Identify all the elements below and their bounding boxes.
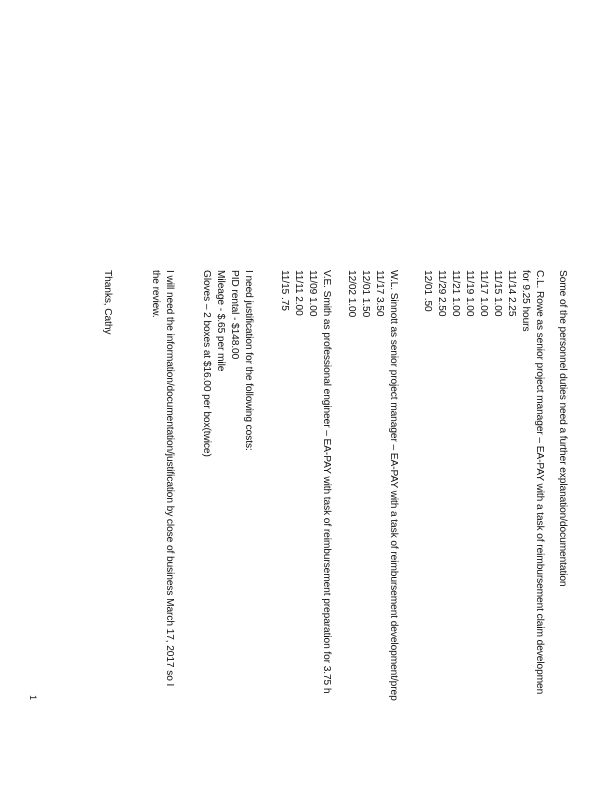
rowe-entry: 11/15 1.00: [492, 270, 503, 317]
smith-entry: 11/09 1.00: [307, 270, 318, 317]
page-number: 1: [28, 695, 38, 701]
rowe-entry: 11/19 1.00: [464, 270, 475, 317]
costs-heading: I need justification for the following costs:: [243, 270, 254, 451]
closing-line1: I will need the information/documentation/justification by close of business March 17, 2017 so I: [164, 270, 175, 687]
rowe-entry: 12/01 .50: [422, 270, 433, 312]
smith-entry: 11/15 .75: [279, 270, 290, 311]
rowe-entry: 11/17 1.00: [478, 270, 489, 317]
cost-item: Mileage - $.65 per mile: [215, 270, 226, 372]
cost-item: PID rental - $148.00: [229, 270, 240, 360]
rowe-heading-line1: C.L. Rowe as senior project manager – EA-PAY with a task of reimbursement claim developmen: [534, 270, 545, 695]
sinnott-entry: 11/17 3.50: [374, 270, 385, 317]
rowe-heading-line2: for 9.25 hours: [520, 270, 531, 332]
smith-heading: V.E. Smith as professional engineer – EA-PAY with task of reimbursement preparation for 3.75 h: [321, 270, 332, 694]
sinnott-entry: 12/02 1.00: [346, 270, 357, 318]
rowe-entry: 11/14 2.25: [506, 270, 517, 317]
smith-entry: 11/11 2.00: [293, 270, 304, 316]
rowe-entry: 11/21 1.00: [450, 270, 461, 317]
cost-item: Gloves – 2 boxes at $16.00 per box(twice): [201, 270, 212, 457]
closing-line2: the review.: [150, 270, 161, 318]
rowe-entry: 11/29 2.50: [436, 270, 447, 317]
signoff: Thanks, Cathy: [102, 270, 113, 335]
sinnott-entry: 12/01 1.50: [360, 270, 371, 318]
intro-line: Some of the personnel duties need a further explanation/documentation: [557, 270, 568, 587]
sinnott-heading: W.L. Sinnott as senior project manager – EA-PAY with a task of reimbursement development/prep: [388, 270, 399, 701]
